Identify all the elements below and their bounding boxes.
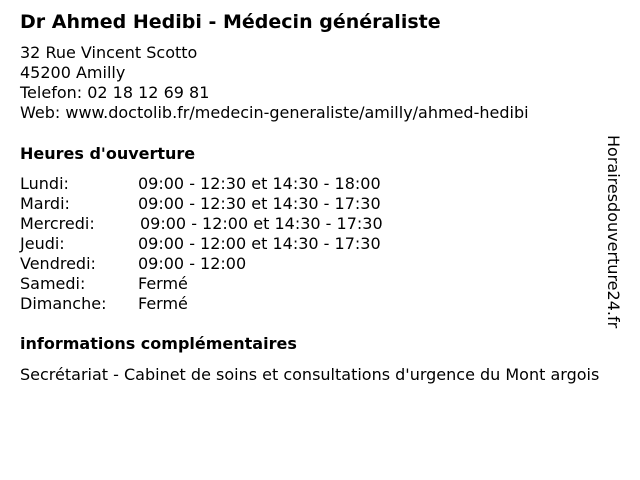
hours-value: Fermé (138, 294, 188, 313)
day-label: Vendredi: (20, 254, 96, 273)
site-watermark: Horairesdouverture24.fr (604, 135, 623, 329)
day-label: Lundi: (20, 174, 69, 193)
day-label: Mercredi: (20, 214, 95, 233)
hours-value: 09:00 - 12:00 (138, 254, 247, 273)
hours-value: Fermé (138, 274, 188, 293)
hours-value: 09:00 - 12:30 et 14:30 - 17:30 (138, 194, 381, 213)
address-city: 45200 Amilly (20, 63, 126, 82)
address-street: 32 Rue Vincent Scotto (20, 43, 198, 62)
day-label: Dimanche: (20, 294, 107, 313)
opening-hours-heading: Heures d'ouverture (20, 144, 196, 163)
day-label: Mardi: (20, 194, 70, 213)
hours-value: 09:00 - 12:00 et 14:30 - 17:30 (140, 214, 383, 233)
hours-value: 09:00 - 12:00 et 14:30 - 17:30 (138, 234, 381, 253)
additional-info-heading: informations complémentaires (20, 334, 297, 353)
page-title: Dr Ahmed Hedibi - Médecin généraliste (20, 11, 441, 33)
contact-block (20, 43, 529, 123)
day-label: Samedi: (20, 274, 86, 293)
day-label: Jeudi: (20, 234, 65, 253)
phone-line: Telefon: 02 18 12 69 81 (20, 83, 210, 102)
web-line: Web: www.doctolib.fr/medecin-generaliste/amilly/ahmed-hedibi (20, 103, 529, 122)
additional-info-text: Secrétariat - Cabinet de soins et consultations d'urgence du Mont argois (20, 365, 600, 384)
hours-value: 09:00 - 12:30 et 14:30 - 18:00 (138, 174, 381, 193)
